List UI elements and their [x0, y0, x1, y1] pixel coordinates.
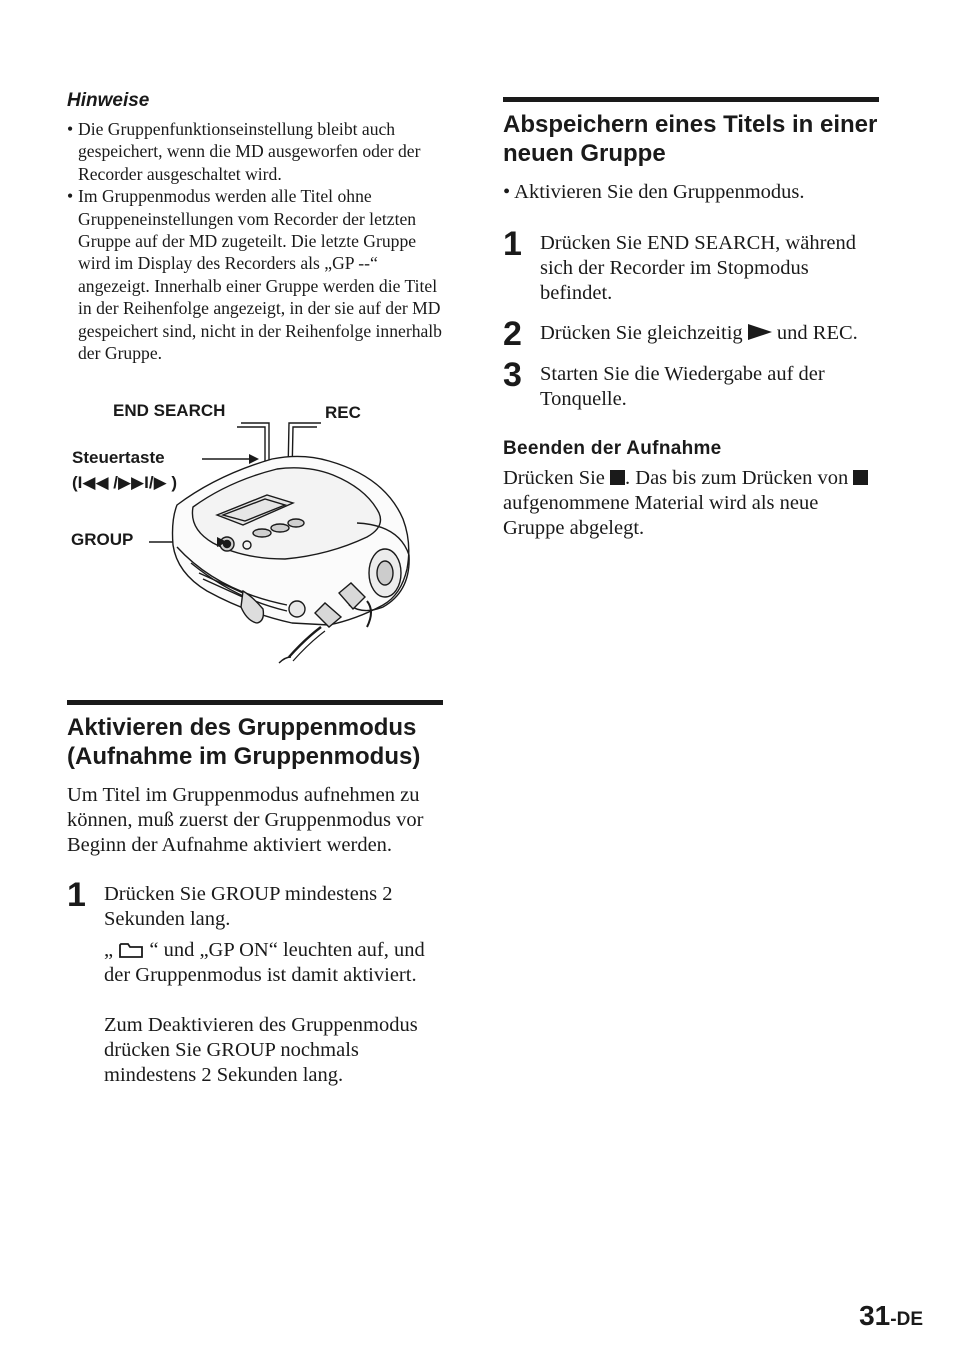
step-1: [503, 225, 879, 306]
section-rule: [503, 97, 879, 102]
section-group-mode: [67, 700, 443, 1088]
step-number: 1: [67, 876, 86, 914]
md-recorder-illustration: [67, 395, 443, 670]
notes-title: Hinweise: [67, 90, 150, 111]
label-group: GROUP: [71, 530, 134, 549]
notes-block: [67, 90, 443, 364]
step-2: [503, 315, 879, 353]
label-steuertaste: Steuertaste: [72, 448, 165, 467]
step-3: [503, 356, 879, 412]
stop-icon: [853, 470, 868, 485]
recorder-diagram: [67, 395, 443, 670]
step-number: 2: [503, 315, 522, 353]
step-deactivate-note: Zum Deaktivieren des Gruppenmodus drücken Sie GROUP nochmals mindestens 2 Sekunden lang.: [104, 1014, 418, 1086]
section-title: Abspeichern eines Titels in einer neuen Gruppe: [503, 111, 878, 167]
section-bullet: • Aktivieren Sie den Gruppenmodus.: [503, 181, 805, 203]
play-icon: [748, 324, 772, 340]
step-text: Drücken Sie GROUP mindestens 2 Sekunden lang.: [104, 883, 393, 930]
label-end-search: END SEARCH: [113, 401, 226, 420]
label-steuertaste-keys: (I◀◀ /▶▶I/▶ ): [72, 473, 178, 492]
stop-icon: [610, 470, 625, 485]
step-number: 1: [503, 225, 522, 263]
step-number: 3: [503, 356, 522, 394]
step-1: [67, 876, 443, 1088]
subsection-title: Beenden der Aufnahme: [503, 438, 722, 459]
page-number: 31-DE: [859, 1300, 923, 1331]
step-text: Drücken Sie END SEARCH, während sich der Recorder im Stopmodus befindet.: [540, 232, 856, 304]
label-rec: REC: [325, 403, 361, 422]
step-result: „ “ und „GP ON“ leuchten auf, und der Gruppenmodus ist damit aktiviert.: [104, 939, 425, 986]
note-item: • Im Gruppenmodus werden alle Titel ohne Gruppeneinstellungen vom Recorder der letzten Gruppe auf der MD zugeteilt. Die letzte Gruppe wird im Display des Recorders als „GP --“ angezeigt. Innerhalb einer Gruppe werden die Titel in der Reihenfolge angezeigt, in der sie auf der MD gespeichert sind, nicht in der Reihenfolge innerhalb der Gruppe.: [67, 185, 443, 364]
stop-instructions: Drücken Sie . Das bis zum Drücken von aufgenommene Material wird als neue Gruppe abgelegt.: [503, 466, 879, 541]
folder-icon: [118, 941, 144, 959]
notes-list: [67, 118, 443, 364]
section-title: Aktivieren des Gruppenmodus (Aufnahme im Gruppenmodus): [67, 714, 421, 770]
step-text: Starten Sie die Wiedergabe auf der Tonquelle.: [540, 363, 825, 410]
note-item: • Die Gruppenfunktionseinstellung bleibt auch gespeichert, wenn die MD ausgeworfen oder der Recorder ausgeschaltet wird.: [67, 118, 443, 185]
step-text: Drücken Sie gleichzeitig und REC.: [540, 322, 858, 344]
section-new-group: [503, 97, 879, 541]
section-intro: Um Titel im Gruppenmodus aufnehmen zu können, muß zuerst der Gruppenmodus vor Beginn der Aufnahme aktiviert werden.: [67, 784, 424, 856]
section-rule: [67, 700, 443, 705]
